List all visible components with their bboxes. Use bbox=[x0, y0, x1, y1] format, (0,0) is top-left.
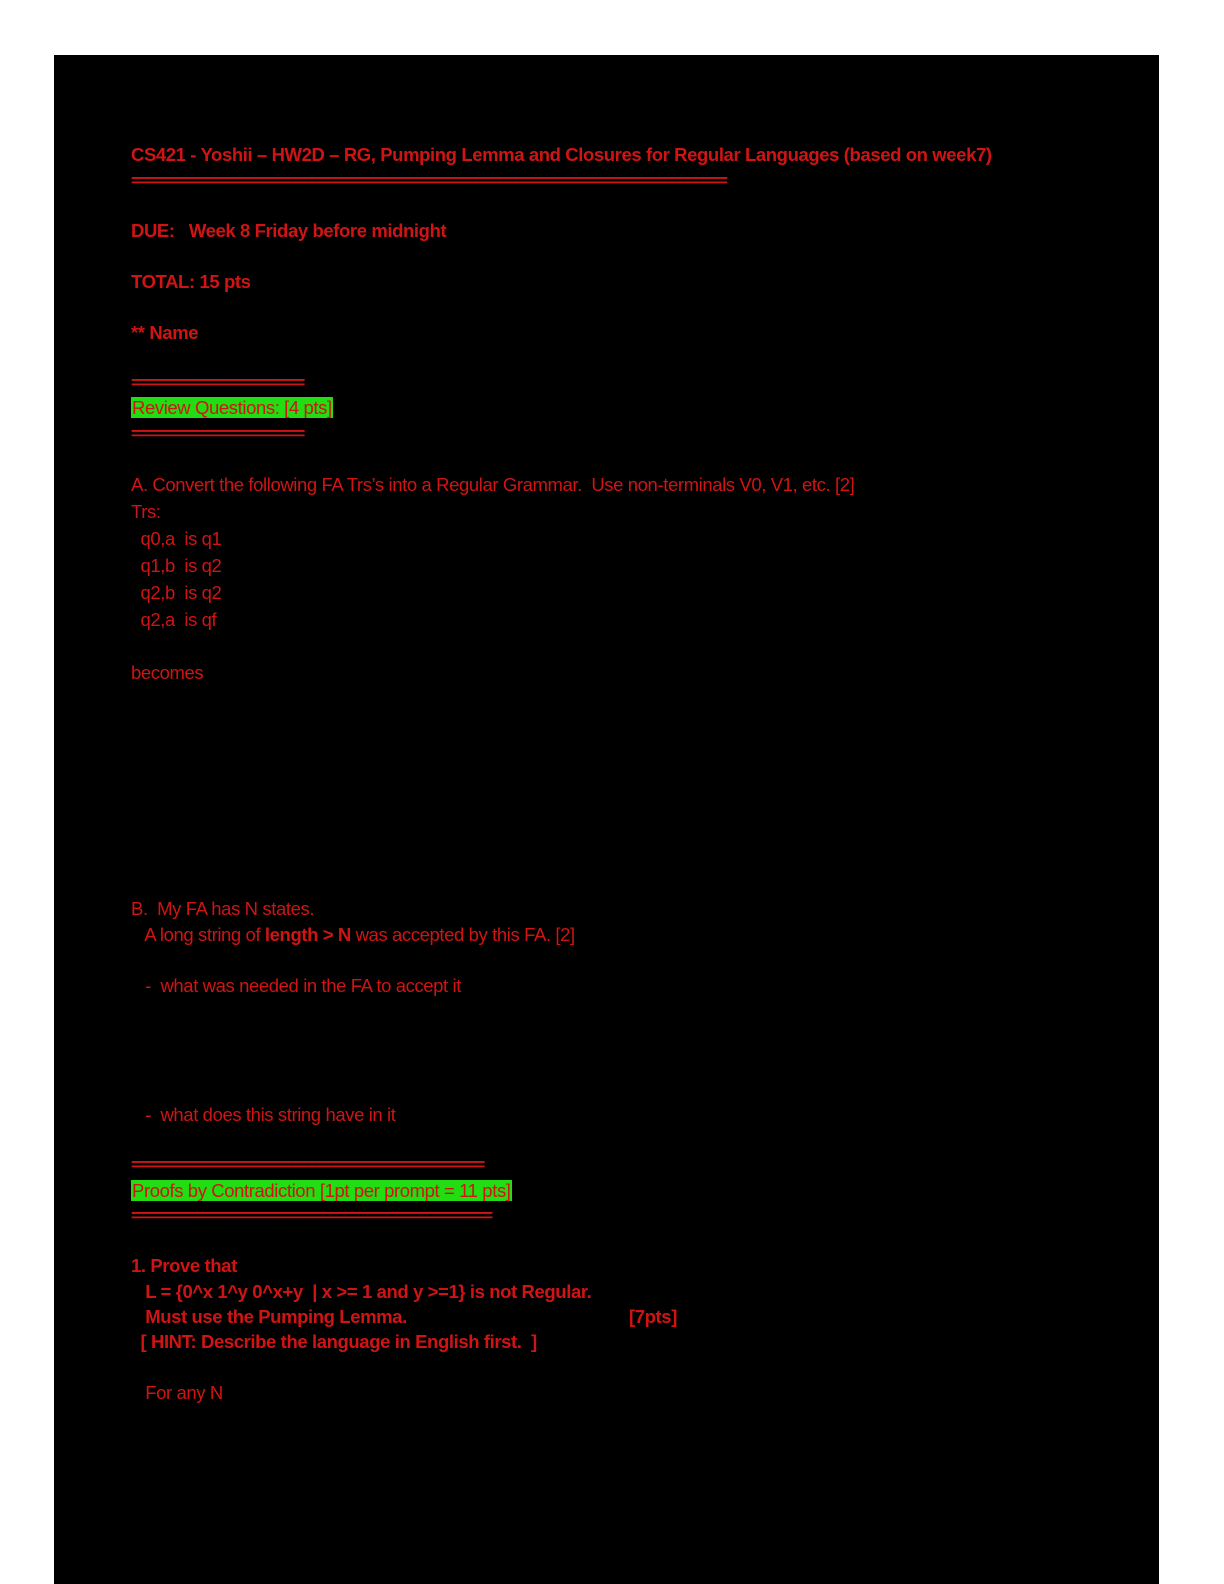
due-date: DUE: Week 8 Friday before midnight bbox=[131, 220, 447, 241]
transition-row: q1,b is q2 bbox=[131, 555, 222, 576]
becomes-label: becomes bbox=[131, 662, 204, 683]
question-b-line2 bbox=[131, 922, 575, 948]
transition-row: q2,a is qf bbox=[131, 609, 217, 630]
document-page bbox=[54, 55, 1159, 1584]
proof-1-hint: [ HINT: Describe the language in English first. ] bbox=[131, 1331, 537, 1352]
proofs-heading-label: Proofs by Contradiction [1pt per prompt = 11 pts] bbox=[132, 1180, 511, 1201]
transition-row: q0,a is q1 bbox=[131, 528, 222, 549]
proofs-rule-bottom: ============================================== bbox=[131, 1206, 492, 1225]
transition-row: q2,b is q2 bbox=[131, 582, 222, 603]
proof-1-for-any: For any N bbox=[131, 1382, 223, 1403]
proof-1-points: [7pts] bbox=[629, 1306, 677, 1327]
name-field: ** Name bbox=[131, 322, 199, 343]
review-heading bbox=[131, 395, 333, 421]
proofs-rule-top: ============================================= bbox=[131, 1155, 484, 1174]
title-rule: ============================================================================ bbox=[131, 171, 726, 190]
review-heading-label: Review Questions: [4 pts] bbox=[132, 397, 332, 418]
question-b-line1: B. My FA has N states. bbox=[131, 898, 315, 919]
total-points: TOTAL: 15 pts bbox=[131, 271, 251, 292]
review-rule-bottom: ====================== bbox=[131, 424, 304, 443]
question-b-line2-pre: A long string of bbox=[131, 924, 265, 945]
proofs-heading bbox=[131, 1178, 512, 1204]
question-b-length-condition: length > N bbox=[264, 924, 351, 945]
proof-1-title: 1. Prove that bbox=[131, 1255, 237, 1276]
question-b-bullet2: - what does this string have in it bbox=[131, 1104, 396, 1125]
proof-1-language: L = {0^x 1^y 0^x+y | x >= 1 and y >=1} is not Regular. bbox=[131, 1281, 592, 1302]
proof-1-requirement: Must use the Pumping Lemma. bbox=[131, 1306, 407, 1327]
document-title: CS421 - Yoshii – HW2D – RG, Pumping Lemma and Closures for Regular Languages (based on week7) bbox=[131, 144, 992, 165]
question-b-bullet1: - what was needed in the FA to accept it bbox=[131, 975, 461, 996]
question-b-line2-post: was accepted by this FA. [2] bbox=[350, 924, 575, 945]
question-a-prompt: A. Convert the following FA Trs’s into a Regular Grammar. Use non-terminals V0, V1, etc. [2] bbox=[131, 474, 855, 495]
review-rule-top: ====================== bbox=[131, 373, 304, 392]
trs-label: Trs: bbox=[131, 501, 161, 522]
